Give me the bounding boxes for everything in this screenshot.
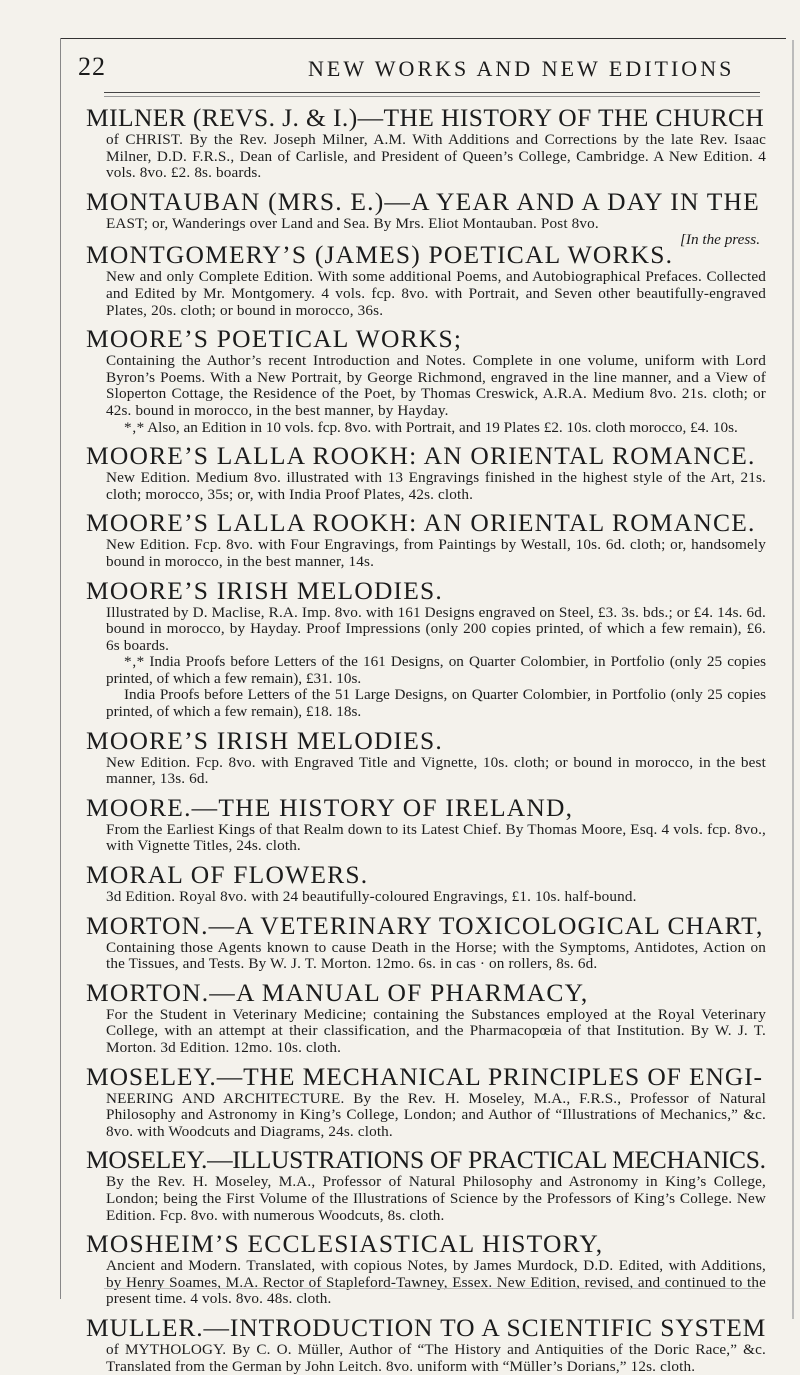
catalogue-entry xyxy=(86,1314,766,1375)
entry-title: MOORE.—THE HISTORY OF IRELAND, xyxy=(86,792,574,822)
bottom-rule xyxy=(104,1288,760,1289)
entry-title: MORAL OF FLOWERS. xyxy=(86,860,369,890)
entry-body: New Edition. Fcp. 8vo. with Four Engravings, from Paintings by Westall, 10s. 6d. cloth; or, handsomely bound in morocco, in the best manner, 14s. xyxy=(106,536,766,570)
entry-title: MOSELEY.—THE MECHANICAL PRINCIPLES OF ENGI- xyxy=(86,1061,763,1091)
catalogue-entry xyxy=(86,1230,766,1308)
running-title: NEW WORKS AND NEW EDITIONS xyxy=(308,56,735,81)
catalogue-entry xyxy=(86,509,766,570)
entry-body: of CHRIST. By the Rev. Joseph Milner, A.M. With Additions and Corrections by the late Rev. Isaac Milner, D.D. F.R.S., Dean of Carlisle, and President of Queen’s College, Cambridge. A New Edition. 4 vols. 8vo. £2. 8s. boards. xyxy=(106,131,766,182)
entry-body: New and only Complete Edition. With some additional Poems, and Autobiographical Prefaces. Collected and Edited by Mr. Montgomery. 4 vols. fcp. 8vo. with Portrait, and Seven other beautifully-engraved Plates, 20s. cloth; or bound in morocco, 36s. xyxy=(106,268,766,319)
entry-body: Containing the Author’s recent Introduction and Notes. Complete in one volume, uniform with Lord Byron’s Poems. With a New Portrait, by George Richmond, engraved in the line manner, and a View of Sloperton Cottage, the Residence of the Poet, by Thomas Creswick, A.R.A. Medium 8vo. 21s. cloth; or 42s. bound in morocco, in the best manner, by Hayday. xyxy=(106,352,766,419)
entry-body: of MYTHOLOGY. By C. O. Müller, Author of “The History and Antiquities of the Doric Race,” &c. Translated from the German by John Leitch. 8vo. uniform with “Müller’s Dorians,” 12s. cloth. xyxy=(106,1340,766,1375)
entry-title: MOORE’S IRISH MELODIES. xyxy=(86,575,443,605)
top-border-rule xyxy=(60,38,786,39)
catalogue-entry xyxy=(86,104,766,182)
entry-body: Containing those Agents known to cause Death in the Horse; with the Symptoms, Antidotes, Action on the Tissues, and Tests. By W. J. T. Morton. 12mo. 6s. in cas · on rollers, 8s. 6d. xyxy=(106,938,766,973)
publication-note: [In the press. xyxy=(679,231,760,249)
entry-note: India Proofs before Letters of the 51 Large Designs, on Quarter Colombier, in Portfolio (only 25 copies printed, of which a few remain), £18. 18s. xyxy=(106,686,766,721)
entry-body: 3d Edition. Royal 8vo. with 24 beautifully-coloured Engravings, £1. 10s. half-bound. xyxy=(106,888,637,906)
entry-body: Ancient and Modern. Translated, with copious Notes, by James Murdock, D.D. Edited, with Additions, by Henry Soames, M.A. Rector of Stapleford-Tawney, Essex. New Edition, revised, and continued to the present time. 4 vols. 8vo. 48s. cloth. xyxy=(106,1257,766,1308)
catalogue-entry xyxy=(86,912,766,973)
entry-title: MORTON.—A VETERINARY TOXICOLOGICAL CHART, xyxy=(86,910,764,940)
entry-title: MOORE’S LALLA ROOKH: AN ORIENTAL ROMANCE. xyxy=(86,441,756,471)
entry-body: New Edition. Fcp. 8vo. with Engraved Title and Vignette, 10s. cloth; or bound in morocco, in the best manner, 13s. 6d. xyxy=(106,753,766,788)
entry-note: *‚* India Proofs before Letters of the 161 Designs, on Quarter Colombier, in Portfolio (only 25 copies printed, of which a few remain), £31. 10s. xyxy=(106,653,766,687)
entry-title: MOSHEIM’S ECCLESIASTICAL HISTORY, xyxy=(86,1229,604,1259)
entry-body: Illustrated by D. Maclise, R.A. Imp. 8vo. with 161 Designs engraved on Steel, £3. 3s. bds.; or £4. 14s. 6d. bound in morocco, by Hayday. Proof Impressions (only 200 copies printed, of which a few remain), £6. 6s boards. xyxy=(106,603,766,654)
entry-title: MOSELEY.—ILLUSTRATIONS OF PRACTICAL MECHANICS. xyxy=(86,1145,766,1175)
page-number: 22 xyxy=(78,52,106,81)
catalogue-entry xyxy=(86,241,766,319)
entry-body: From the Earliest Kings of that Realm down to its Latest Chief. By Thomas Moore, Esq. 4 vols. fcp. 8vo., with Vignette Titles, 24s. cloth. xyxy=(106,820,766,855)
entry-title: MORTON.—A MANUAL OF PHARMACY, xyxy=(86,977,589,1007)
catalogue-entry xyxy=(86,727,766,788)
left-margin-rule xyxy=(60,38,61,1299)
catalogue-entry xyxy=(86,577,766,721)
entry-title: MOORE’S LALLA ROOKH: AN ORIENTAL ROMANCE. xyxy=(86,508,756,538)
catalogue-entry xyxy=(86,188,766,248)
entry-title: MOORE’S POETICAL WORKS; xyxy=(86,324,463,354)
entry-title: MONTGOMERY’S (JAMES) POETICAL WORKS. xyxy=(86,240,674,270)
entry-title: MULLER.—INTRODUCTION TO A SCIENTIFIC SYSTEM xyxy=(86,1312,767,1342)
catalogue-entry xyxy=(86,442,766,503)
catalogue-list xyxy=(86,104,766,1375)
header-rule xyxy=(104,92,760,93)
catalogue-entry xyxy=(86,861,766,906)
entry-title: MILNER (REVS. J. & I.)—THE HISTORY OF THE CHURCH xyxy=(86,103,765,132)
right-page-edge xyxy=(792,40,794,1319)
header-rule-thin xyxy=(104,96,760,97)
entry-body: New Edition. Medium 8vo. illustrated with 13 Engravings finished in the highest style of the Art, 21s. cloth; morocco, 35s; or, with India Proof Plates, 42s. cloth. xyxy=(106,469,766,503)
entry-body: NEERING AND ARCHITECTURE. By the Rev. H. Moseley, M.A., F.R.S., Professor of Natural Philosophy and Astronomy in King’s College, London; and Author of “Illustrations of Mechanics,” &c. 8vo. with Woodcuts and Diagrams, 24s. cloth. xyxy=(106,1089,766,1140)
catalogue-entry xyxy=(86,979,766,1057)
entry-note: *‚* Also, an Edition in 10 vols. fcp. 8vo. with Portrait, and 19 Plates £2. 10s. cloth morocco, £4. 10s. xyxy=(124,418,738,436)
catalogue-entry xyxy=(86,1063,766,1141)
entry-title: MONTAUBAN (MRS. E.)—A YEAR AND A DAY IN THE xyxy=(86,186,760,216)
catalogue-entry xyxy=(86,325,766,436)
page-header xyxy=(78,50,760,86)
entry-body: For the Student in Veterinary Medicine; containing the Substances employed at the Royal Veterinary College, with an attempt at their classification, and the Pharmacopœia of that Institution. By W. J. T. Morton. 3d Edition. 12mo. 10s. cloth. xyxy=(106,1005,766,1056)
entry-body: By the Rev. H. Moseley, M.A., Professor of Natural Philosophy and Astronomy in King’s College, London; being the First Volume of the Illustrations of Science by the Professors of King’s College. New Edition. Fcp. 8vo. with numerous Woodcuts, 8s. cloth. xyxy=(106,1173,766,1224)
entry-title: MOORE’S IRISH MELODIES. xyxy=(86,725,443,755)
catalogue-entry xyxy=(86,794,766,855)
entry-body: EAST; or, Wanderings over Land and Sea. By Mrs. Eliot Montauban. Post 8vo. xyxy=(106,214,599,232)
catalogue-entry xyxy=(86,1146,766,1224)
